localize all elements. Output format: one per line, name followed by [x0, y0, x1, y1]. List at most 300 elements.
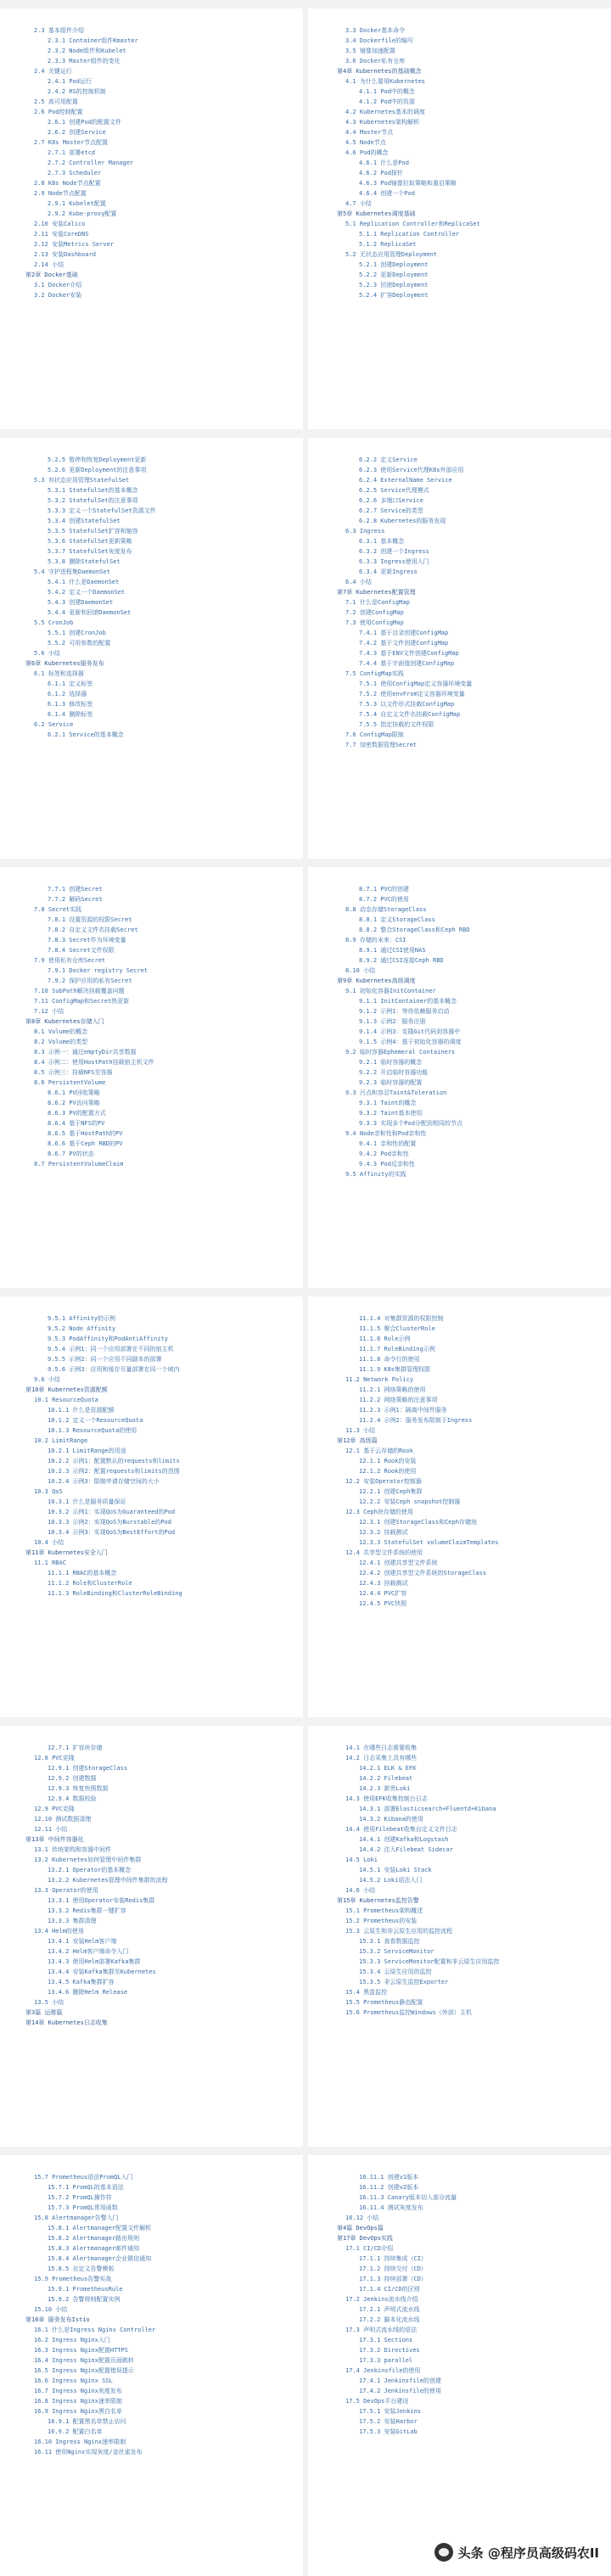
toc-entry: 7.9.1 Docker registry Secret	[48, 966, 148, 976]
toc-entry: 15.9.1 PrometheusRule	[48, 2284, 123, 2294]
toc-entry: 5.3.6 StatefulSet更新策略	[48, 536, 132, 546]
toc-entry: 第7章 Kubernetes配置管理	[337, 587, 416, 597]
toc-entry: 16.12 小结	[345, 2213, 378, 2223]
toc-entry: 2.5 高可用配置	[34, 97, 78, 107]
toc-entry: 14.3 使用EFK收集控制台日志	[345, 1794, 428, 1804]
toc-entry: 9.4.3 Pod反亲和性	[359, 1159, 415, 1169]
toc-entry: 5.2.6 更新Deployment的注意事项	[48, 465, 146, 475]
toc-entry: 2.12 安装Metrics Server	[34, 239, 114, 249]
toc-entry: 9.4.1 亲和性的配置	[359, 1139, 416, 1149]
toc-entry: 13.3 Operator的使用	[34, 1885, 98, 1896]
toc-entry: 15.2 Prometheus的安装	[345, 1916, 417, 1926]
toc-entry: 9.2.3 临时容器的配置	[359, 1078, 422, 1088]
toc-entry: 13.5 小结	[34, 1997, 64, 2008]
toc-entry: 第16章 服务发布Istio	[25, 2315, 90, 2325]
toc-entry: 9.1.4 示例3：克隆Git代码到容器中	[359, 1027, 460, 1037]
toc-entry: 2.6.2 创建Service	[48, 127, 106, 137]
toc-entry: 7.2 创建ConfigMap	[345, 608, 404, 618]
toc-entry: 5.2.1 创建Deployment	[359, 260, 428, 270]
toc-entry: 6.2.8 Kubernetes的服务发现	[359, 516, 446, 526]
toc-entry: 7.4.3 基于ENV文件创建ConfigMap	[359, 648, 459, 658]
toc-entry: 7.9 使用私有仓库Secret	[34, 955, 105, 966]
toc-entry: 9.4.2 Pod亲和性	[359, 1149, 409, 1159]
toc-entry: 17.3.1 Sections	[359, 2335, 412, 2345]
toc-entry: 4.6.3 Pod镜像拉取策略和重启策略	[359, 178, 457, 188]
toc-entry: 3.2 Docker安装	[34, 290, 81, 300]
toc-entry: 5.2 无状态应用管理Deployment	[345, 249, 437, 260]
toc-entry: 13.4.4 安装Kafka集群至Kubernetes	[48, 1967, 156, 1977]
toc-entry: 17.4.2 Jenkinsfile的使用	[359, 2386, 441, 2396]
toc-entry: 11.1.5 聚合ClusterRole	[359, 1324, 435, 1334]
toc-entry: 9.5.5 示例2：同一个应用不同副本的部署	[48, 1354, 162, 1364]
toc-entry: 7.4.1 基于目录创建ConfigMap	[359, 628, 448, 638]
toc-entry: 11.1.7 RoleBinding示例	[359, 1344, 435, 1354]
toc-entry: 11.1.4 对集群资源的权限控制	[359, 1313, 444, 1324]
toc-entry: 6.1.2 选择器	[48, 689, 87, 699]
toc-entry: 17.3.2 Directives	[359, 2345, 420, 2355]
toc-entry: 9.4 Node亲和性和Pod亲和性	[345, 1128, 426, 1139]
toc-entry: 7.8.4 Secret文件权限	[48, 945, 115, 955]
toc-entry: 11.2.2 网络策略的注意事项	[359, 1395, 438, 1405]
toc-entry: 17.1.3 持续部署（CD）	[359, 2274, 427, 2284]
toc-entry: 6.2.1 Service的基本概念	[48, 730, 124, 740]
toc-entry: 2.7.1 部署etcd	[48, 148, 95, 158]
toc-entry: 17.1 CI/CD介绍	[345, 2243, 393, 2254]
toc-entry: 12.2 安装Operator控制器	[345, 1476, 422, 1487]
toc-entry: 14.5.1 安装Loki Stack	[359, 1865, 432, 1875]
toc-entry: 14.2.3 新贵Loki	[359, 1784, 410, 1794]
toc-entry: 2.10 安装Calico	[34, 219, 85, 229]
toc-entry: 8.6.5 基于HostPath的PV	[48, 1128, 122, 1139]
toc-entry: 9.3.1 Taint的概念	[359, 1098, 416, 1108]
toc-entry: 13.2.1 Operator的基本概念	[48, 1865, 131, 1875]
toc-entry: 7.8.2 自定义文件名挂载Secret	[48, 925, 138, 935]
toc-entry: 5.3.5 StatefulSet扩容和缩容	[48, 526, 138, 536]
toc-entry: 4.4 Master节点	[345, 127, 393, 137]
toc-entry: 2.7.2 Controller Manager	[48, 158, 133, 168]
toc-entry: 12.1 基于云存储的Rook	[345, 1446, 413, 1456]
toc-entry: 4.6.1 什么是Pod	[359, 158, 409, 168]
toc-entry: 6.3.3 Ingress使用入门	[359, 557, 429, 567]
toc-entry: 9.1.2 示例1：等待依赖服务启动	[359, 1006, 450, 1016]
toc-entry: 5.3.7 StatefulSet灰度发布	[48, 546, 132, 557]
toc-entry: 5.4 守护进程集DaemonSet	[34, 567, 110, 577]
toc-entry: 16.6 Ingress Nginx SSL	[34, 2376, 113, 2386]
toc-entry: 9.2.2 开启临时容器功能	[359, 1067, 428, 1078]
toc-entry: 第2章 Docker基础	[25, 270, 78, 280]
toc-page	[0, 1296, 303, 1717]
toc-entry: 12.11 小结	[34, 1824, 67, 1834]
toc-entry: 16.7 Ingress Nginx灰度发布	[34, 2386, 122, 2396]
toc-entry: 12.1.1 Rook的安装	[359, 1456, 416, 1466]
toc-entry: 7.6 ConfigMap限制	[345, 730, 404, 740]
toc-page	[0, 438, 303, 859]
toc-entry: 8.7 PersistentVolumeClaim	[34, 1159, 123, 1169]
toc-entry: 第4篇 DevOps篇	[337, 2223, 384, 2233]
toc-entry: 10.3.1 什么是服务质量保证	[48, 1497, 126, 1507]
toc-entry: 12.3.3 StatefulSet volumeClaimTemplates	[359, 1537, 498, 1548]
toc-entry: 10.2 LimitRange	[34, 1436, 87, 1446]
toc-entry: 14.4 使用Filebeat收集自定义文件日志	[345, 1824, 457, 1834]
toc-entry: 16.11 使用Nginx实现灰度/金丝雀发布	[34, 2447, 143, 2457]
toc-entry: 13.4.6 删除Helm Release	[48, 1987, 127, 1997]
toc-entry: 4.2 Kubernetes基本的调度	[345, 107, 425, 117]
toc-entry: 12.8 PVC克隆	[34, 1753, 75, 1763]
toc-entry: 12.4.1 创建共享型文件系统	[359, 1558, 438, 1568]
toc-entry: 2.11 安装CoreDNS	[34, 229, 89, 239]
toc-entry: 4.1.2 Pod中的资源	[359, 97, 415, 107]
toc-entry: 15.4 黑盒监控	[345, 1987, 387, 1997]
toc-entry: 6.2.5 Service代理模式	[359, 485, 429, 496]
toc-entry: 17.5 DevOps平台建设	[345, 2396, 408, 2406]
toc-entry: 15.8.2 Alertmanager路由规则	[48, 2233, 139, 2243]
toc-entry: 15.1 Prometheus架构概述	[345, 1906, 423, 1916]
toc-entry: 3.3 Docker基本命令	[345, 25, 405, 36]
toc-entry: 8.6.7 PV的状态	[48, 1149, 94, 1159]
toc-entry: 2.8 K8s Node节点配置	[34, 178, 101, 188]
toc-entry: 14.2.2 Filebeat	[359, 1773, 412, 1784]
toc-entry: 8.3 示例一：通过emptyDir共享数据	[34, 1047, 137, 1057]
toc-entry: 2.6 Pod控制配置	[34, 107, 83, 117]
toc-entry: 8.6.1 PV回收策略	[48, 1088, 100, 1098]
toc-entry: 2.9 Node节点配置	[34, 188, 87, 199]
toc-entry: 第8章 Kubernetes存储入门	[25, 1016, 104, 1027]
toc-entry: 14.5 Loki	[345, 1855, 378, 1865]
toc-entry: 7.5.3 以文件形式挂载ConfigMap	[359, 699, 454, 709]
toc-page	[0, 2155, 303, 2576]
toc-entry: 16.11.4 测试灰度发布	[359, 2203, 423, 2213]
toc-entry: 12.4.4 PVC扩容	[359, 1588, 406, 1599]
watermark	[434, 2543, 599, 2562]
toc-entry: 7.8.1 设置资源的权限Secret	[48, 915, 132, 925]
toc-entry: 16.8 Ingress Nginx速率限制	[34, 2396, 122, 2406]
toc-entry: 5.1 Replication Controller和ReplicaSet	[345, 219, 480, 229]
toc-entry: 6.2.7 Service的类型	[359, 506, 423, 516]
toc-entry: 6.3 Ingress	[345, 526, 384, 536]
toc-entry: 8.1 Volume的概念	[34, 1027, 87, 1037]
toc-entry: 12.3.2 挂载测试	[359, 1527, 408, 1537]
toc-entry: 12.7.1 扩容块存储	[48, 1743, 103, 1753]
toc-entry: 12.4.5 PVC快照	[359, 1599, 406, 1609]
toc-entry: 第4章 Kubernetes的基础概念	[337, 66, 422, 76]
toc-entry: 15.10 小结	[34, 2304, 67, 2315]
toc-entry: 13.3.3 集群清理	[48, 1916, 97, 1926]
toc-entry: 6.3.1 基本概念	[359, 536, 404, 546]
toc-entry: 15.8.3 Alertmanager邮件通知	[48, 2243, 139, 2254]
toc-entry: 15.8.5 自定义告警模板	[48, 2264, 115, 2274]
toc-entry: 3.5 镜像加速配置	[345, 46, 395, 56]
toc-entry: 7.5.5 指定挂载的文件权限	[359, 720, 434, 730]
toc-entry: 13.3.2 Redis集群一键扩容	[48, 1906, 126, 1916]
toc-entry: 5.4.4 更新和回滚DaemonSet	[48, 608, 131, 618]
toc-entry: 9.5.3 PodAffinity和PodAntiAffinity	[48, 1334, 168, 1344]
toc-entry: 4.6.2 Pod探针	[359, 168, 403, 178]
toc-entry: 2.9.2 Kube-proxy配置	[48, 209, 116, 219]
toc-entry: 3.4 Dockerfile的编写	[345, 36, 413, 46]
toc-entry: 7.9.2 保护应用的私有Secret	[48, 976, 132, 986]
toc-entry: 7.12 小结	[34, 1006, 64, 1016]
toc-entry: 15.9.2 告警规则配置实例	[48, 2294, 121, 2304]
toc-entry: 16.2 Ingress Nginx入门	[34, 2335, 110, 2345]
toc-entry: 第10章 Kubernetes资源配额	[25, 1385, 108, 1395]
toc-entry: 7.8 Secret实践	[34, 904, 81, 915]
toc-entry: 5.3.8 删除StatefulSet	[48, 557, 121, 567]
toc-entry: 15.3.4 云原生应用的监控	[359, 1967, 432, 1977]
toc-entry: 13.4.2 Helm客户端命令入门	[48, 1946, 128, 1957]
toc-entry: 5.4.1 什么是DaemonSet	[48, 577, 119, 587]
toc-entry: 第6章 Kubernetes服务发布	[25, 658, 104, 669]
toc-entry: 7.7 加密数据管理Secret	[345, 740, 417, 750]
toc-entry: 15.5 Prometheus静态配置	[345, 1997, 423, 2008]
toc-entry: 7.4.4 基于字面值创建ConfigMap	[359, 658, 454, 669]
toc-entry: 7.3 使用ConfigMap	[345, 618, 404, 628]
toc-entry: 2.13 安装Dashboard	[34, 249, 96, 260]
toc-entry: 9.5.1 Affinity的示例	[48, 1313, 115, 1324]
toc-entry: 6.2.2 定义Service	[359, 455, 418, 465]
toc-entry: 10.3.3 示例2：实现QoS为Burstable的Pod	[48, 1517, 171, 1527]
toc-entry: 13.2.2 Kubernetes管理中间件集群的流程	[48, 1875, 168, 1885]
toc-entry: 9.3.2 Taint基本使用	[359, 1108, 422, 1118]
toc-entry: 14.6 小结	[345, 1885, 375, 1896]
toc-entry: 12.9.2 创建数据	[48, 1773, 97, 1784]
toc-entry: 2.7 K8s Master节点配置	[34, 137, 108, 148]
toc-entry: 12.4 共享型文件系统的使用	[345, 1548, 423, 1558]
toc-entry: 5.5 CronJob	[34, 618, 73, 628]
toc-entry: 17.5.2 安装Harbor	[359, 2416, 418, 2427]
toc-entry: 16.3 Ingress Nginx配置HTTPS	[34, 2345, 128, 2355]
toc-entry: 15.7.3 PromQL常用函数	[48, 2203, 118, 2213]
toc-entry: 第14章 Kubernetes日志收集	[25, 2018, 108, 2028]
toc-entry: 14.2 日志采集工具有哪些	[345, 1753, 417, 1763]
toc-entry: 6.1.1 定义标签	[48, 679, 92, 689]
toc-entry: 第15章 Kubernetes监控告警	[337, 1896, 419, 1906]
toc-entry: 5.2.5 暂停和恢复Deployment更新	[48, 455, 146, 465]
toc-page	[308, 1726, 611, 2147]
toc-entry: 6.2.3 使用Service代理K8s外部应用	[359, 465, 463, 475]
toc-entry: 13.2 Kubernetes如何管理中间件集群	[34, 1855, 141, 1865]
toc-entry: 12.4.2 创建共享型文件系统的StorageClass	[359, 1568, 486, 1578]
toc-entry: 5.1.1 Replication Controller	[359, 229, 459, 239]
toc-entry: 3.6 Docker私有仓库	[345, 56, 405, 66]
toc-entry: 7.5.2 使用envFrom定义容器环境变量	[359, 689, 465, 699]
toc-entry: 8.8 动态存储StorageClass	[345, 904, 426, 915]
toc-entry: 4.1.1 Pod中的概念	[359, 87, 415, 97]
toc-entry: 15.7.1 PromQL的基本语法	[48, 2182, 124, 2192]
toc-entry: 11.2 Network Policy	[345, 1375, 413, 1385]
toc-entry: 9.1.3 示例2：服务注册	[359, 1016, 426, 1027]
toc-entry: 8.6 PersistentVolume	[34, 1078, 105, 1088]
toc-entry: 7.1 什么是ConfigMap	[345, 597, 410, 608]
toc-entry: 10.1.2 定义一个ResourceQuota	[48, 1415, 143, 1425]
toc-entry: 12.9.1 创建StorageClass	[48, 1763, 127, 1773]
toc-entry: 2.3.3 Master组件的变化	[48, 56, 121, 66]
toc-entry: 14.4.1 创建Kafka和Logstash	[359, 1834, 448, 1845]
toc-entry: 2.4.1 Pod运行	[48, 76, 92, 87]
toc-entry: 10.3 QoS	[34, 1487, 63, 1497]
toc-entry: 4.1 为什么要用Kubernetes	[345, 76, 425, 87]
toc-entry: 11.2.1 网络策略的使用	[359, 1385, 426, 1395]
toc-entry: 17.1.2 持续交付（CD）	[359, 2264, 427, 2274]
toc-entry: 17.3.3 parallel	[359, 2355, 412, 2366]
toc-entry: 12.10 测试数据清理	[34, 1814, 91, 1824]
toc-entry: 12.4.3 挂载测试	[359, 1578, 408, 1588]
toc-entry: 9.2.1 临时容器的概念	[359, 1057, 422, 1067]
toc-entry: 12.1.2 Rook的使用	[359, 1466, 416, 1476]
toc-entry: 2.14 小结	[34, 260, 64, 270]
toc-entry: 8.8.1 定义StorageClass	[359, 915, 435, 925]
toc-entry: 17.2.2 脚本化流水线	[359, 2315, 420, 2325]
toc-entry: 5.4.2 定义一个DaemonSet	[48, 587, 125, 597]
toc-entry: 5.4.3 创建DaemonSet	[48, 597, 113, 608]
toc-entry: 第3篇 运维篇	[25, 2008, 62, 2018]
toc-entry: 15.8 Alertmanager告警入门	[34, 2213, 119, 2223]
toc-entry: 12.2.2 安装Ceph snapshot控制器	[359, 1497, 460, 1507]
toc-entry: 6.2.4 ExternalName Service	[359, 475, 452, 485]
toc-entry: 7.10 SubPath解决挂载覆盖问题	[34, 986, 125, 996]
toc-entry: 9.5.2 Node Affinity	[48, 1324, 115, 1334]
toc-entry: 9.5 Affinity的实践	[345, 1169, 406, 1179]
toc-entry: 17.5.3 安装GitLab	[359, 2427, 418, 2437]
toc-entry: 10.4 小结	[34, 1537, 64, 1548]
toc-entry: 5.6 小结	[34, 648, 60, 658]
toc-entry: 14.1 在哪些日志需要收集	[345, 1743, 417, 1753]
toc-entry: 15.3.3 ServiceMonitor配置和非云原生应用监控	[359, 1957, 500, 1967]
toc-entry: 11.1 RBAC	[34, 1558, 66, 1568]
toc-entry: 10.3.4 示例3：实现QoS为BestEffort的Pod	[48, 1527, 175, 1537]
toc-entry: 16.10 Ingress Nginx速率限制	[34, 2437, 126, 2447]
toc-entry: 8.2 Volume的类型	[34, 1037, 87, 1047]
toc-entry: 4.6 Pod的概念	[345, 148, 389, 158]
toc-entry: 12.2.1 创建Ceph集群	[359, 1487, 422, 1497]
toc-entry: 6.2.6 多端口Service	[359, 496, 423, 506]
toc-entry: 12.9.4 数据校验	[48, 1794, 97, 1804]
toc-entry: 12.3.1 创建StorageClass和Ceph存储池	[359, 1517, 477, 1527]
toc-entry: 7.8.3 Secret作为环境变量	[48, 935, 126, 945]
toc-entry: 10.2.3 示例2：配置requests和limits的范围	[48, 1466, 180, 1476]
toc-page	[308, 1296, 611, 1717]
toc-page	[308, 867, 611, 1288]
toc-entry: 14.3.1 部署Elasticsearch+Fluentd+Kibana	[359, 1804, 496, 1814]
toc-entry: 14.2.1 ELK & EFK	[359, 1763, 416, 1773]
toc-entry: 第17章 DevOps实践	[337, 2233, 393, 2243]
toc-entry: 14.3.2 Kibana的使用	[359, 1814, 423, 1824]
toc-entry: 11.1.1 RBAC的基本概念	[48, 1568, 116, 1578]
toc-entry: 5.2.3 回滚Deployment	[359, 280, 428, 290]
toc-entry: 10.2.4 示例3：限制申请存储空间的大小	[48, 1476, 160, 1487]
toc-entry: 9.1 初始化容器InitContainer	[345, 986, 436, 996]
toc-entry: 9.1.5 示例4：基于初始化容器的调度	[359, 1037, 462, 1047]
toc-entry: 2.3.1 Container组件Kmaster	[48, 36, 138, 46]
toc-entry: 4.7 小结	[345, 199, 372, 209]
toc-entry: 5.3 有状态应用管理StatefulSet	[34, 475, 129, 485]
toc-entry: 11.1.6 Role示例	[359, 1334, 410, 1344]
toc-entry: 8.10 小结	[345, 966, 375, 976]
toc-page	[0, 867, 303, 1288]
toc-entry: 第12章 高级篇	[337, 1436, 378, 1446]
toc-entry: 7.5.4 自定义文件名挂载ConfigMap	[359, 709, 460, 720]
toc-entry: 15.3.5 非云原生监控Exporter	[359, 1977, 448, 1987]
toc-entry: 5.2.2 更新Deployment	[359, 270, 428, 280]
toc-entry: 12.9.3 恢复快照数据	[48, 1784, 109, 1794]
toc-entry: 4.3 Kubernetes架构解析	[345, 117, 419, 127]
toc-page	[308, 2155, 611, 2576]
toc-entry: 16.11.2 创建v2版本	[359, 2182, 418, 2192]
toc-entry: 5.3.2 StatefulSet的注意事项	[48, 496, 138, 506]
toc-entry: 6.4 小结	[345, 577, 372, 587]
toc-entry: 13.4.5 Kafka集群扩容	[48, 1977, 115, 1987]
toc-entry: 16.9.2 配置白名单	[48, 2427, 103, 2437]
toc-entry: 16.5 Ingress Nginx配置错误提示	[34, 2366, 134, 2376]
toc-entry: 17.2 Jenkins流水线介绍	[345, 2294, 418, 2304]
toc-entry: 10.1 ResourceQuota	[34, 1395, 98, 1405]
toc-entry: 9.6 小结	[34, 1375, 60, 1385]
toc-entry: 10.1.1 什么是资源配额	[48, 1405, 115, 1415]
toc-entry: 9.1.1 InitContainer的基本概念	[359, 996, 457, 1006]
toc-entry: 15.9 Prometheus告警实战	[34, 2274, 111, 2284]
toc-entry: 第13章 中间件容器化	[25, 1834, 84, 1845]
toc-entry: 15.6 Prometheus监控Windows（外部）主机	[345, 2008, 472, 2018]
toc-entry: 17.4 Jenkinsfile的使用	[345, 2366, 420, 2376]
toc-entry: 7.5.1 使用ConfigMap定义容器环境变量	[359, 679, 472, 689]
toc-entry: 6.2 Service	[34, 720, 73, 730]
toutiao-logo-icon	[434, 2543, 453, 2562]
toc-entry: 6.3.4 更新Ingress	[359, 567, 418, 577]
toc-entry: 4.5 Node节点	[345, 137, 386, 148]
toc-entry: 16.4 Ingress Nginx配置页面跳转	[34, 2355, 134, 2366]
toc-entry: 2.7.3 Scheduler	[48, 168, 101, 178]
toc-entry: 5.5.1 创建CronJob	[48, 628, 106, 638]
toc-entry: 17.2.1 声明式流水线	[359, 2304, 420, 2315]
toc-entry: 8.9.2 通过CSI连接Ceph RBD	[359, 955, 444, 966]
toc-entry: 11.1.3 RoleBinding和ClusterRoleBinding	[48, 1588, 182, 1599]
toc-entry: 10.2.1 LimitRange的用途	[48, 1446, 126, 1456]
toc-entry: 2.4 关键运行	[34, 66, 72, 76]
toc-entry: 13.4 Helm的使用	[34, 1926, 84, 1936]
toc-entry: 第9章 Kubernetes高级调度	[337, 976, 416, 986]
toc-entry: 17.5.1 安装Jenkins	[359, 2406, 421, 2416]
toc-entry: 9.3.3 实现多个Pod分配到相同的节点	[359, 1118, 462, 1128]
toc-entry: 15.3.2 ServiceMonitor	[359, 1946, 434, 1957]
toc-entry: 17.1.4 CI/CD的区别	[359, 2284, 420, 2294]
toc-entry: 第11章 Kubernetes安全入门	[25, 1548, 108, 1558]
toc-entry: 16.11.3 Canary版本切入部分流量	[359, 2192, 457, 2203]
toc-entry: 12.9 PVC克隆	[34, 1804, 75, 1814]
toc-entry: 13.4.1 安装Helm客户端	[48, 1936, 116, 1946]
toc-entry: 14.5.2 Loki语法入门	[359, 1875, 422, 1885]
toc-entry: 16.1 什么是Ingress Nginx Controller	[34, 2325, 155, 2335]
toc-entry: 8.7.1 PVC的创建	[359, 884, 409, 894]
toc-entry: 2.3.2 Node组件和Kubelet	[48, 46, 126, 56]
toc-entry: 5.3.1 StatefulSet的基本概念	[48, 485, 138, 496]
toc-entry: 6.1 标签和选择器	[34, 669, 84, 679]
toc-entry: 4.6.4 创建一个Pod	[359, 188, 415, 199]
toc-entry: 8.7.2 PVC的使用	[359, 894, 409, 904]
toc-page	[308, 438, 611, 859]
toc-entry: 12.3 Ceph块存储的使用	[345, 1507, 413, 1517]
toc-entry: 17.4.1 Jenkinsfile的创建	[359, 2376, 441, 2386]
toc-entry: 14.4.2 注入Filebeat Sidecar	[359, 1845, 453, 1855]
toc-entry: 8.5 示例三：挂载NFS至容器	[34, 1067, 113, 1078]
toc-page	[0, 8, 303, 429]
toc-entry: 10.3.2 示例1：实现QoS为Guaranteed的Pod	[48, 1507, 175, 1517]
toc-entry: 6.3.2 创建一个Ingress	[359, 546, 429, 557]
toc-entry: 2.4.2 RS的控制机制	[48, 87, 106, 97]
toc-entry: 5.3.3 定义一个StatefulSet资源文件	[48, 506, 156, 516]
toc-entry: 11.1.9 K8s集群管理权限	[359, 1364, 430, 1375]
toc-entry: 8.6.6 基于Ceph RBD的PV	[48, 1139, 122, 1149]
toc-entry: 8.9.1 通过CSI使用NAS	[359, 945, 426, 955]
toc-entry: 6.1.4 删除标签	[48, 709, 92, 720]
